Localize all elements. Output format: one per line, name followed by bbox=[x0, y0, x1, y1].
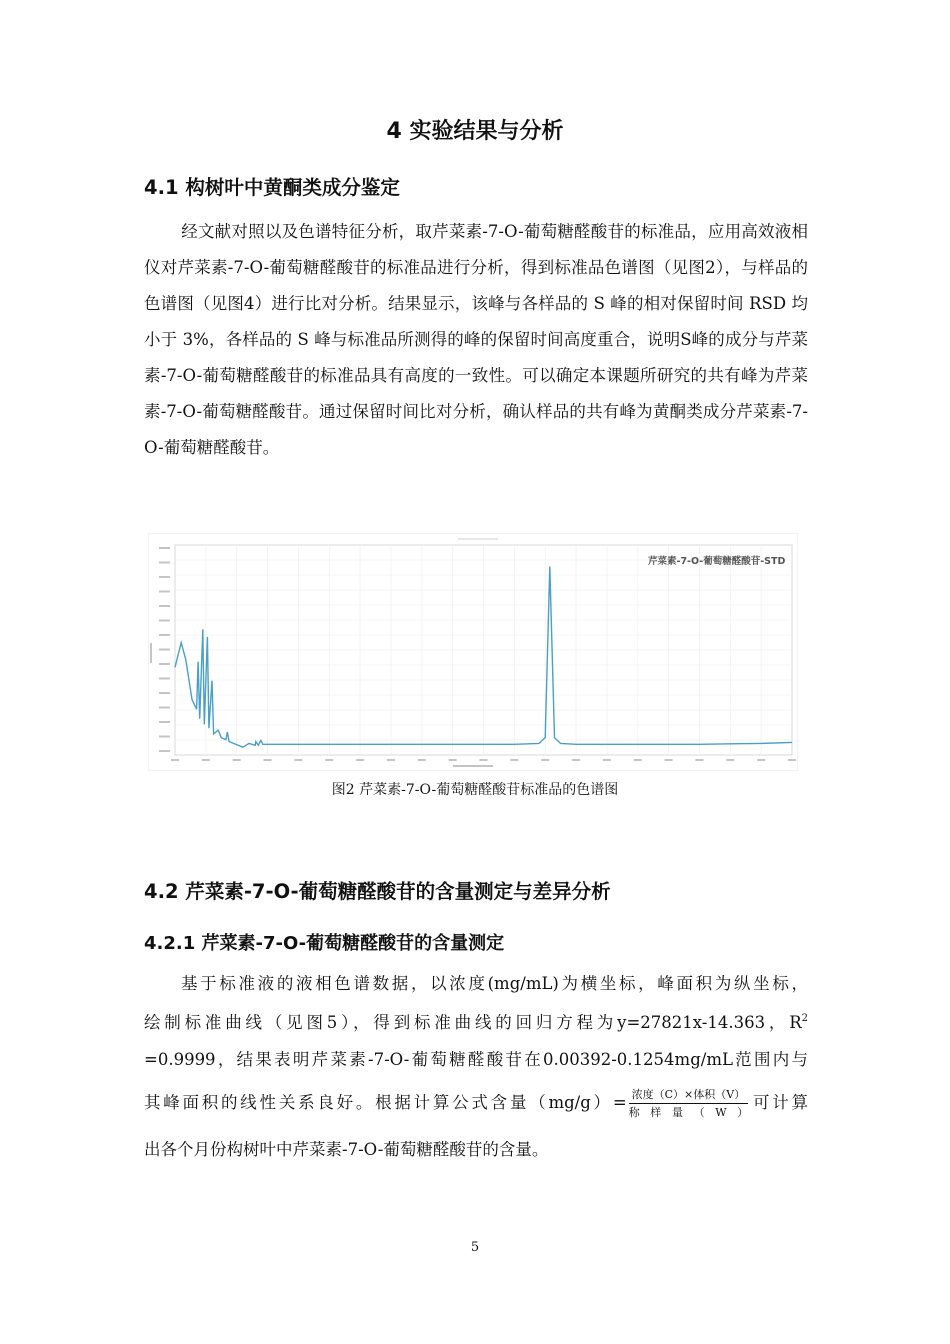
x-tick-label bbox=[665, 759, 673, 761]
y-tick-label bbox=[159, 721, 170, 723]
content-formula-fraction bbox=[629, 1087, 749, 1120]
y-tick-label bbox=[159, 576, 170, 578]
formula-denominator: 称样量（W） bbox=[628, 1106, 749, 1119]
section-4-1-paragraph bbox=[144, 214, 808, 466]
chromatogram-figure bbox=[148, 533, 798, 771]
x-tick-label bbox=[233, 759, 241, 761]
x-tick-label bbox=[171, 759, 179, 761]
y-tick-label bbox=[159, 663, 170, 665]
y-tick-label bbox=[159, 620, 170, 622]
y-tick-label bbox=[159, 562, 170, 564]
y-tick-label bbox=[159, 547, 170, 549]
chart-legend: 芹菜素-7-O-葡萄糖醛酸苷-STD bbox=[648, 556, 786, 567]
chapter-heading: 4 实验结果与分析 bbox=[386, 119, 564, 144]
formula-prefix: 其峰面积的线性关系良好。根据计算公式含量（mg/g）= bbox=[144, 1093, 627, 1112]
section-4-1-text: 经文献对照以及色谱特征分析，取芹菜素-7-O-葡萄糖醛酸苷的标准品，应用高效液相仪对芹菜素-7-O-葡萄糖醛酸苷的标准品进行分析，得到标准品色谱图（见图2），与样品的色谱图（见图4）进行比对分析。结果显示，该峰与各样品的 S 峰的相对保留时间 RSD 均小于 3%，各样品的 S 峰与标准品所测得的峰的保留时间高度重合，说明S峰的成分与芹菜素-7-O-葡萄糖醛酸苷的标准品具有高度的一致性。可以确定本课题所研究的共有峰为芹菜素-7-O-葡萄糖醛酸苷。通过保留时间比对分析，确认样品的共有峰为黄酮类成分芹菜素-7-O-葡萄糖醛酸苷。 bbox=[144, 222, 808, 457]
x-tick-label bbox=[449, 759, 457, 761]
page-number: 5 bbox=[470, 1240, 480, 1255]
section-4-2-heading: 4.2 芹菜素-7-O-葡萄糖醛酸苷的含量测定与差异分析 bbox=[144, 880, 611, 903]
paragraph-line-4 bbox=[144, 1083, 808, 1123]
chart-grid bbox=[175, 545, 792, 755]
y-tick-label bbox=[159, 707, 170, 709]
x-tick-label bbox=[418, 759, 426, 761]
y-tick-label bbox=[159, 605, 170, 607]
x-tick-label bbox=[572, 759, 580, 761]
y-tick-label bbox=[159, 591, 170, 593]
x-tick-label bbox=[202, 759, 210, 761]
paragraph-line-5: 出各个月份构树叶中芹菜素-7-O-葡萄糖醛酸苷的含量。 bbox=[144, 1140, 549, 1159]
x-tick-label bbox=[387, 759, 395, 761]
x-tick-label bbox=[294, 759, 302, 761]
y-tick-label bbox=[159, 649, 170, 651]
x-tick-label bbox=[603, 759, 611, 761]
figure-2-caption: 图2 芹菜素-7-O-葡萄糖醛酸苷标准品的色谱图 bbox=[331, 782, 619, 798]
x-tick-label bbox=[695, 759, 703, 761]
x-tick-label bbox=[726, 759, 734, 761]
y-tick-label bbox=[159, 634, 170, 636]
y-tick-label bbox=[159, 692, 170, 694]
paragraph-line-3: =0.9999，结果表明芹菜素-7-O-葡萄糖醛酸苷在0.00392-0.1254mg/mL范围内与 bbox=[144, 1050, 808, 1069]
y-tick-label bbox=[159, 678, 170, 680]
x-tick-label bbox=[356, 759, 364, 761]
y-axis-label bbox=[150, 643, 152, 663]
section-4-1-heading: 4.1 构树叶中黄酮类成分鉴定 bbox=[144, 176, 400, 199]
x-axis-label bbox=[453, 765, 493, 767]
x-tick-label bbox=[510, 759, 518, 761]
x-tick-label bbox=[541, 759, 549, 761]
x-tick-label bbox=[325, 759, 333, 761]
section-4-2-1-heading: 4.2.1 芹菜素-7-O-葡萄糖醛酸苷的含量测定 bbox=[144, 933, 505, 954]
formula-numerator: 浓度（C）×体积（V） bbox=[629, 1087, 749, 1104]
r-squared-superscript: 2 bbox=[801, 1013, 808, 1024]
paragraph-line-2-text: 绘制标准曲线（见图5），得到标准曲线的回归方程为y=27821x-14.363，R bbox=[144, 1013, 802, 1032]
y-tick-label bbox=[159, 750, 170, 752]
x-tick-label bbox=[788, 759, 796, 761]
x-tick-label bbox=[634, 759, 642, 761]
x-tick-label bbox=[480, 759, 488, 761]
formula-suffix: 可计算 bbox=[750, 1093, 808, 1112]
x-tick-label bbox=[264, 759, 272, 761]
y-tick-label bbox=[159, 736, 170, 738]
x-tick-label bbox=[757, 759, 765, 761]
paragraph-line-2 bbox=[144, 1009, 808, 1033]
paragraph-line-1: 基于标准液的液相色谱数据，以浓度(mg/mL)为横坐标，峰面积为纵坐标， bbox=[181, 974, 808, 993]
